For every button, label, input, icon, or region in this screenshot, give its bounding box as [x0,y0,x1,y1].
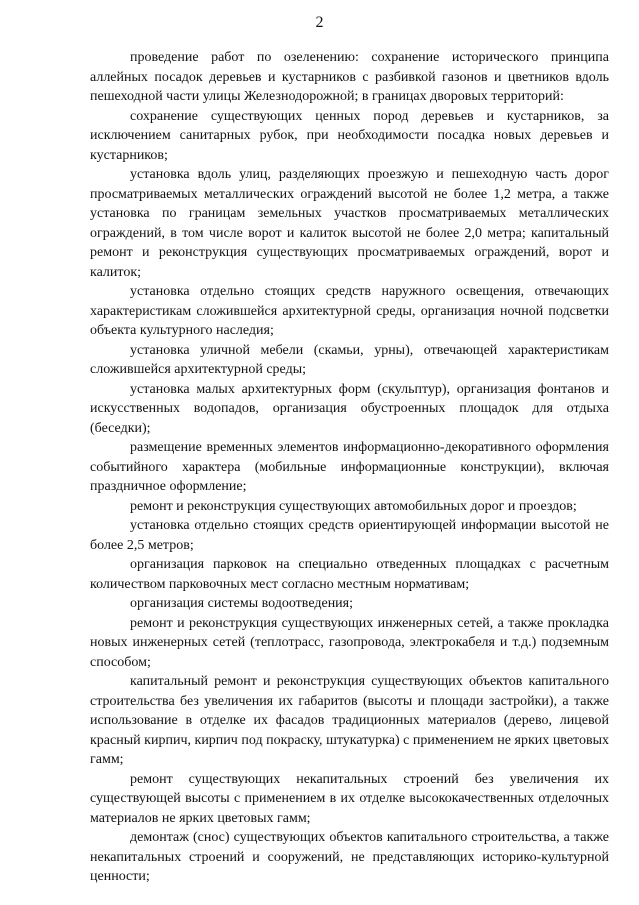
document-body [90,48,609,887]
paragraph-fences: установка вдоль улиц, разделяющих проезжую и пешеходную часть дорог просматриваемых металлических ограждений высотой не более 1,2 метра, а также установка по границам земельных участков просматриваемых металлических ограждений, в том числе ворот и калиток высотой не более 2,0 метра; капитальный ремонт и реконструкция существующих просматриваемых ограждений, ворот и калиток; [90,167,609,280]
paragraph-demolition: демонтаж (снос) существующих объектов капитального строительства, а также некапитальных строений и сооружений, не представляющих историко-культурной ценности; [90,830,609,884]
paragraph-temporary-decoration: размещение временных элементов информационно-декоративного оформления событийного характера (мобильные информационные конструкции), включая праздничное оформление; [90,440,609,494]
paragraph-landscaping: проведение работ по озеленению: сохранение исторического принципа аллейных посадок деревьев и кустарников с разбивкой газонов и цветников вдоль пешеходной части улицы Железнодорожной; в границах дворовых территорий: [90,50,609,104]
paragraph-tree-preservation: сохранение существующих ценных пород деревьев и кустарников, за исключением санитарных рубок, при необходимости посадка новых деревьев и кустарников; [90,108,609,163]
paragraph-wayfinding: установка отдельно стоящих средств ориентирующей информации высотой не более 2,5 метров; [90,518,609,553]
paragraph-drainage: организация системы водоотведения; [130,596,354,611]
paragraph-parking: организация парковок на специально отведенных площадках с расчетным количеством парковочных мест согласно местным нормативам; [90,557,609,592]
paragraph-roads: ремонт и реконструкция существующих автомобильных дорог и проездов; [130,498,577,514]
paragraph-capital-repair: капитальный ремонт и реконструкция существующих объектов капитального строительства без увеличения их габаритов (высоты и площади застройки), а также использование в отделке их фасадов традиционных материалов (дерево, лицевой красный кирпич, кирпич под покраску, штукатурка) с применением не ярких цветовых гамм; [90,674,609,767]
page-number: 2 [315,14,324,31]
paragraph-small-architectural-forms: установка малых архитектурных форм (скульптур), организация фонтанов и искусственных водопадов, организация обустроенных площадок для отдыха (беседки); [90,381,609,436]
paragraph-utilities: ремонт и реконструкция существующих инженерных сетей, а также прокладка новых инженерных сетей (теплотрасс, газопровода, электрокабеля и т.д.) подземным способом; [90,615,609,670]
paragraph-temporary-structures: ремонт существующих некапитальных строений без увеличения их существующей высоты с применением в их отделке высококачественных отделочных материалов не ярких цветовых гамм; [90,771,609,826]
paragraph-street-furniture: установка уличной мебели (скамьи, урны), отвечающей характеристикам сложившейся архитектурной среды; [90,342,609,377]
paragraph-street-lighting: установка отдельно стоящих средств наружного освещения, отвечающих характеристикам сложившейся архитектурной среды, организация ночной подсветки объекта культурного наследия; [90,284,609,338]
